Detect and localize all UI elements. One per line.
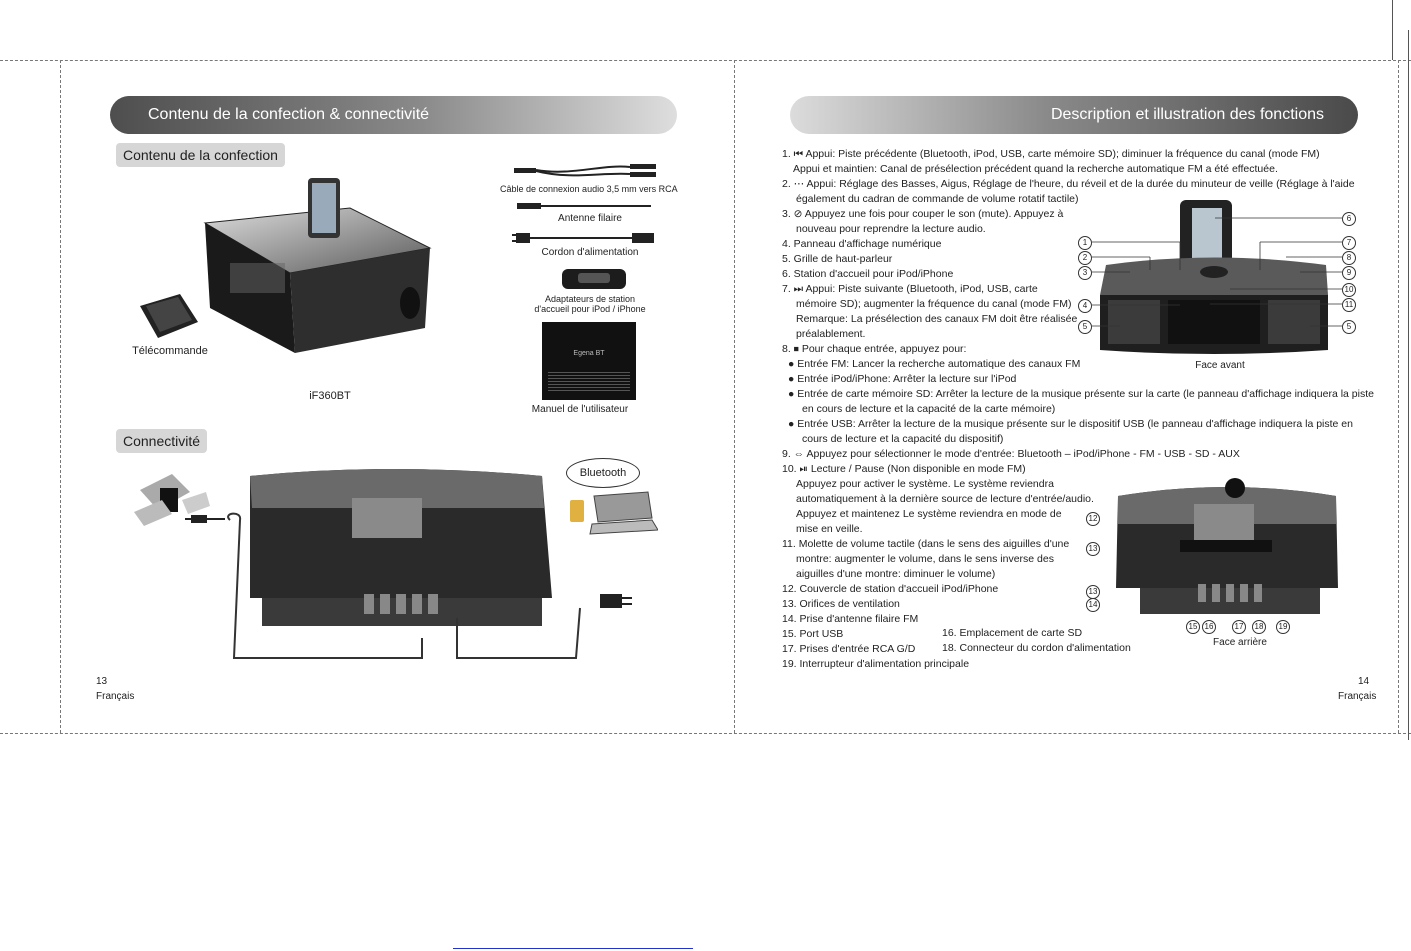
description-line: également du cadran de commande de volume rotatif tactile) [796, 193, 1079, 205]
callout-14: 14 [1086, 598, 1100, 612]
description-line: 4. Panneau d'affichage numérique [782, 238, 942, 250]
description-line: montre: augmenter le volume, dans le sens inverse des [796, 553, 1054, 565]
description-line: préalablement. [796, 328, 866, 340]
crop-mark [1408, 30, 1409, 740]
caption-power-cord: Cordon d'alimentation [541, 247, 639, 258]
description-line: ● Entrée iPod/iPhone: Arrêter la lecture sur l'iPod [788, 373, 1017, 385]
right-page-language: Français [1338, 691, 1377, 702]
caption-antenna: Antenne filaire [558, 213, 622, 224]
right-page-banner: Description et illustration des fonctions [790, 96, 1358, 134]
description-line: 6. Station d'accueil pour iPod/iPhone [782, 268, 954, 280]
callout-13a: 13 [1086, 542, 1100, 556]
callout-9: 9 [1342, 266, 1356, 280]
item-18: 18. Connecteur du cordon d'alimentation [942, 642, 1131, 654]
crop-line-bottom [0, 733, 1411, 734]
caption-rear-view: Face arrière [1213, 637, 1267, 648]
description-line: 17. Prises d'entrée RCA G/D [782, 643, 916, 655]
callout-2: 2 [1078, 251, 1092, 265]
caption-front-view: Face avant [1195, 360, 1245, 371]
description-line: 9. ⇔ Appuyez pour sélectionner le mode d'entrée: Bluetooth – iPod/iPhone - FM - USB - SD - AUX [782, 448, 1240, 460]
description-line: 1. ⏮ Appui: Piste précédente (Bluetooth, iPod, USB, carte mémoire SD); diminuer la fréquence du canal (mode FM) [782, 148, 1320, 160]
callout-19: 19 [1276, 620, 1290, 634]
callout-15: 15 [1186, 620, 1200, 634]
crop-line-right [1398, 60, 1399, 733]
callout-12: 12 [1086, 512, 1100, 526]
section-tab-contents: Contenu de la confection [116, 143, 285, 167]
description-line: 15. Port USB [782, 628, 844, 640]
description-line: 14. Prise d'antenne filaire FM [782, 613, 919, 625]
user-manual-image [542, 322, 636, 400]
callout-17: 17 [1232, 620, 1246, 634]
callout-13b: 13 [1086, 585, 1100, 599]
description-line: 12. Couvercle de station d'accueil iPod/iPhone [782, 583, 999, 595]
description-line: Appui et maintien: Canal de présélection précédent quand la recherche automatique FM a été effectuée. [793, 163, 1278, 175]
description-line: 5. Grille de haut-parleur [782, 253, 893, 265]
description-line: aiguilles d'une montre: diminuer le volume) [796, 568, 996, 580]
callout-8: 8 [1342, 251, 1356, 265]
description-line: en cours de lecture et la capacité de la carte mémoire) [802, 403, 1056, 415]
description-line: 11. Molette de volume tactile (dans le sens des aiguilles d'une [782, 538, 1070, 550]
callout-1: 1 [1078, 236, 1092, 250]
section-tab-connectivity: Connectivité [116, 429, 207, 453]
description-line: Appuyez pour activer le système. Le système reviendra [796, 478, 1054, 490]
caption-manual: Manuel de l'utilisateur [531, 404, 629, 415]
description-line: nouveau pour reprendre la lecture audio. [796, 223, 986, 235]
description-line: 13. Orifices de ventilation [782, 598, 900, 610]
callout-6: 6 [1342, 212, 1356, 226]
callout-4: 4 [1078, 299, 1092, 313]
bluetooth-bubble: Bluetooth [566, 458, 640, 488]
callout-3: 3 [1078, 266, 1092, 280]
dock-adapter-image [560, 265, 628, 293]
caption-remote: Télécommande [132, 345, 208, 357]
rear-connections-image [222, 468, 602, 668]
description-line: 8. ⏹ Pour chaque entrée, appuyez pour: [782, 343, 967, 355]
callout-18: 18 [1252, 620, 1266, 634]
left-page-banner: Contenu de la confection & connectivité [110, 96, 677, 134]
callout-11: 11 [1342, 298, 1356, 312]
power-cord-image [512, 230, 658, 246]
left-page-language: Français [96, 691, 135, 702]
callout-5-left: 5 [1078, 320, 1092, 334]
callout-10: 10 [1342, 283, 1356, 297]
callout-16: 16 [1202, 620, 1216, 634]
callout-7: 7 [1342, 236, 1356, 250]
item-16: 16. Emplacement de carte SD [942, 627, 1083, 639]
description-line: automatiquement à la dernière source de lecture d'entrée/audio. [796, 493, 1094, 505]
description-line: 19. Interrupteur d'alimentation principale [782, 658, 970, 670]
description-line: 7. ⏭ Appui: Piste suivante (Bluetooth, iPod, USB, carte [782, 283, 1038, 295]
description-line: ● Entrée FM: Lancer la recherche automatique des canaux FM [788, 358, 1081, 370]
rear-view-image [1110, 478, 1342, 634]
rca-cable-image [512, 160, 662, 182]
laptop-phone-image [568, 486, 658, 536]
speaker-dock-image [200, 178, 440, 388]
antenna-image [515, 200, 655, 212]
description-line: Appuyez et maintenez Le système reviendra en mode de [796, 508, 1062, 520]
description-line: Remarque: La présélection des canaux FM doit être réalisée [796, 313, 1078, 325]
description-line: 2. ⋯ Appui: Réglage des Basses, Aigus, Réglage de l'heure, du réveil et de la durée du minuteur de veille (Réglage à l'aide [782, 178, 1355, 190]
description-line: cours de lecture et la capacité du dispositif) [802, 433, 1004, 445]
description-line: mise en veille. [796, 523, 863, 535]
audio-plug-image [185, 512, 225, 526]
caption-model: iF360BT [309, 390, 351, 402]
caption-adapters-1: Adaptateurs de station [544, 294, 636, 304]
callout-5-right: 5 [1342, 320, 1356, 334]
right-page-number: 14 [1358, 676, 1370, 687]
crop-line-left [60, 60, 61, 733]
front-callout-leaders [1090, 200, 1344, 340]
description-line: 3. ⊘ Appuyez une fois pour couper le son (mute). Appuyez à [782, 208, 1064, 220]
crop-line-center [734, 60, 735, 733]
remote-control-image [138, 292, 200, 342]
power-plug-image [590, 590, 640, 614]
description-line: ● Entrée de carte mémoire SD: Arrêter la lecture de la musique présente sur la carte (le panneau d'affichage indiquera la piste [788, 388, 1374, 400]
manual-cover-title: Egena BT [573, 350, 605, 357]
crop-mark [1392, 0, 1393, 60]
description-line: 10. ⏯ Lecture / Pause (Non disponible en mode FM) [782, 463, 1026, 475]
description-line: ● Entrée USB: Arrêter la lecture de la musique présente sur le dispositif USB (le panneau d'affichage indiquera la piste en [788, 418, 1353, 430]
crop-line-top [0, 60, 1411, 61]
caption-rca-cable: Câble de connexion audio 3,5 mm vers RCA [500, 184, 678, 194]
left-page-number: 13 [96, 676, 108, 687]
caption-adapters-2: d'accueil pour iPod / iPhone [534, 304, 646, 314]
description-line: mémoire SD); augmenter la fréquence du canal (mode FM) [796, 298, 1072, 310]
bottom-link-line [453, 948, 693, 949]
